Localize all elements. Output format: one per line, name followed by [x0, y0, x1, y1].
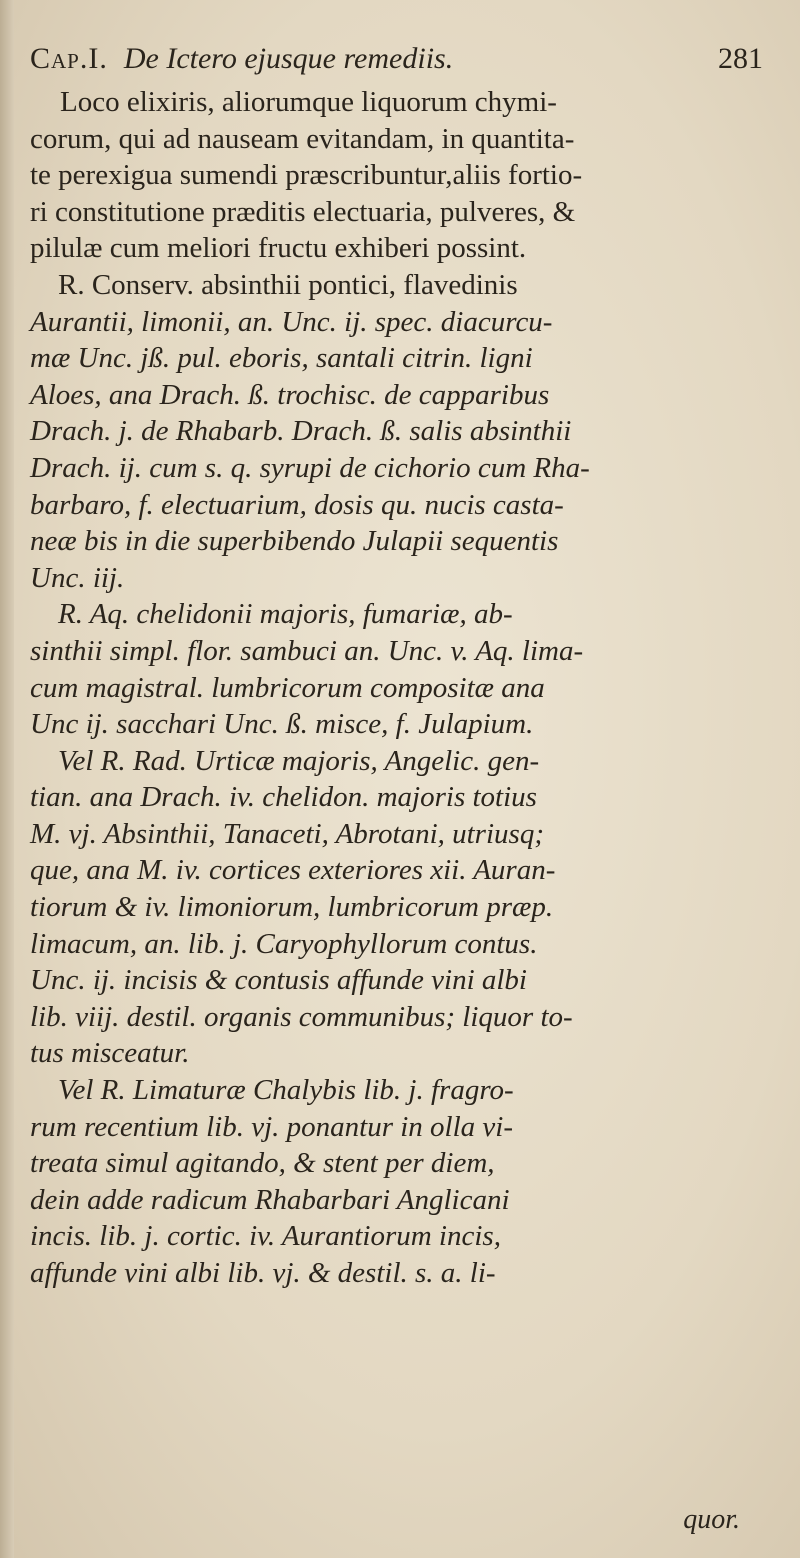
text-line: incis. lib. j. cortic. iv. Aurantiorum incis,	[30, 1220, 501, 1253]
section-title: De Ictero ejusque remediis.	[123, 42, 454, 75]
text-line: ri constitutione præditis electuaria, pulveres, &	[30, 195, 576, 228]
text-line: pilulæ cum meliori fructu exhiberi possint.	[30, 232, 527, 265]
text-line: que, ana M. iv. cortices exteriores xii. Auran-	[30, 854, 556, 887]
text-line: Loco elixiris, aliorumque liquorum chymi-	[60, 86, 557, 118]
text-line: dein adde radicum Rhabarbari Anglicani	[30, 1183, 510, 1216]
text-line: tian. ana Drach. iv. chelidon. majoris totius	[30, 781, 537, 814]
text-line: Drach. ij. cum s. q. syrupi de cichorio cum Rha-	[30, 451, 590, 484]
chapter-label: Cap.I.	[30, 42, 108, 75]
text-line: sinthii simpl. flor. sambuci an. Unc. v. Aq. lima-	[30, 634, 584, 667]
text-line: limacum, an. lib. j. Caryophyllorum contus.	[30, 927, 538, 960]
text-line: cum magistral. lumbricorum compositæ ana	[30, 671, 545, 704]
text-line: M. vj. Absinthii, Tanaceti, Abrotani, utriusq;	[30, 817, 544, 850]
page-number: 281	[718, 42, 763, 75]
text-line: Unc ij. sacchari Unc. ß. misce, f. Julapium.	[30, 708, 534, 741]
text-line: tus misceatur.	[30, 1037, 190, 1070]
recipe-start: Vel R. Limaturæ Chalybis lib. j. fragro-	[58, 1074, 514, 1107]
text-line: Aloes, ana Drach. ß. trochisc. de capparibus	[30, 378, 550, 411]
running-head	[30, 42, 453, 76]
text-line: lib. viij. destil. organis communibus; liquor to-	[30, 1000, 573, 1033]
text-line: tiorum & iv. limoniorum, lumbricorum præp.	[30, 891, 554, 924]
text-line: Unc. iij.	[30, 561, 125, 594]
text-line: affunde vini albi lib. vj. & destil. s. a. li-	[30, 1257, 496, 1289]
text-line: barbaro, f. electuarium, dosis qu. nucis casta-	[30, 488, 564, 521]
text-line: Drach. j. de Rhabarb. Drach. ß. salis absinthii	[30, 415, 572, 448]
recipe-start: R. Aq. chelidonii majoris, fumariæ, ab-	[58, 598, 513, 631]
text-line: Unc. ij. incisis & contusis affunde vini albi	[30, 964, 527, 997]
body-text	[30, 84, 775, 1292]
text-line: rum recentium lib. vj. ponantur in olla vi-	[30, 1110, 514, 1143]
text-line: treata simul agitando, & stent per diem,	[30, 1147, 495, 1180]
text-line: te perexigua sumendi præscribuntur,aliis fortio-	[30, 159, 583, 192]
catchword: quor.	[683, 1504, 740, 1535]
page-gutter	[0, 0, 14, 1558]
recipe-start: Vel R. Rad. Urticæ majoris, Angelic. gen-	[58, 744, 540, 777]
text-line: mæ Unc. jß. pul. eboris, santali citrin. ligni	[30, 342, 533, 375]
text-line: neæ bis in die superbibendo Julapii sequentis	[30, 525, 559, 558]
text-line: Aurantii, limonii, an. Unc. ij. spec. diacurcu-	[30, 305, 553, 338]
recipe-start: R. Conserv. absinthii pontici, flavedinis	[58, 268, 518, 301]
text-line: corum, qui ad nauseam evitandam, in quantita-	[30, 122, 575, 155]
